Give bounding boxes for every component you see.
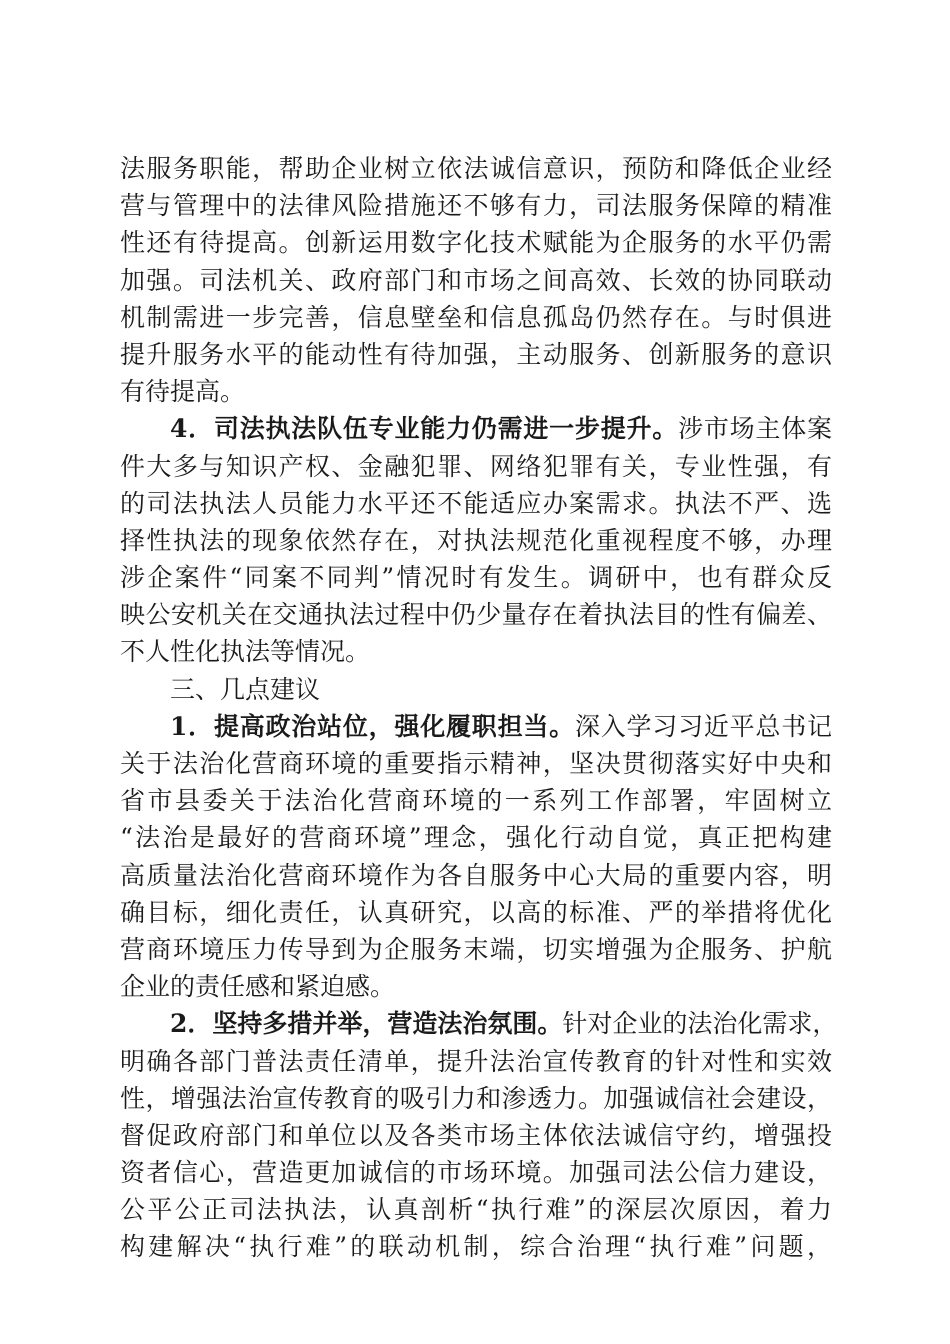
section-heading-2 [120,1005,838,1042]
heading-bold-text: 1．提高政治站位，强化履职担当。 [170,711,575,741]
heading-body-text: 深入学习习近平总书记 [574,711,832,741]
text-line: 择性执法的现象依然存在，对执法规范化重视程度不够，办理 [120,525,832,555]
text-line: 映公安机关在交通执法过程中仍少量存在着执法目的性有偏差、 [120,600,832,630]
text-line: 企业的责任感和紧迫感。 [120,972,396,1002]
text-line: 明确各部门普法责任清单，提升法治宣传教育的针对性和实效 [120,1046,832,1076]
body-text [120,150,838,1266]
text-line: 高质量法治化营商环境作为各自服务中心大局的重要内容，明 [120,860,832,890]
text-line: 构建解决“执行难”的联动机制，综合治理“执行难”问题， [120,1232,832,1262]
heading-body-text: 涉市场主体案 [678,414,832,444]
text-line: 营与管理中的法律风险措施还不够有力，司法服务保障的精准 [120,191,832,221]
text-line: 督促政府部门和单位以及各类市场主体依法诚信守约，增强投 [120,1120,832,1150]
text-line: 有待提高。 [120,377,246,407]
text-line: 营商环境压力传导到为企服务末端，切实增强为企服务、护航 [120,934,832,964]
text-line: 性，增强法治宣传教育的吸引力和渗透力。加强诚信社会建设， [120,1083,832,1113]
text-line: 省市县委关于法治化营商环境的一系列工作部署，牢固树立 [120,786,832,816]
text-line: “法治是最好的营商环境”理念，强化行动自觉，真正把构建 [120,823,832,853]
text-line: 机制需进一步完善，信息壁垒和信息孤岛仍然存在。与时俱进 [120,302,832,332]
text-line: 的司法执法人员能力水平还不能适应办案需求。执法不严、选 [120,488,832,518]
text-line: 确目标，细化责任，认真研究，以高的标准、严的举措将优化 [120,897,832,927]
text-line: 法服务职能，帮助企业树立依法诚信意识，预防和降低企业经 [120,154,832,183]
text-line: 件大多与知识产权、金融犯罪、网络犯罪有关，专业性强，有 [120,451,832,481]
text-line: 提升服务水平的能动性有待加强，主动服务、创新服务的意识 [120,339,832,369]
heading-body-text: 针对企业的法治化需求， [562,1009,838,1039]
section-heading-1 [120,708,832,745]
text-line: 资者信心，营造更加诚信的市场环境。加强司法公信力建设， [120,1158,832,1188]
section-heading-4 [120,410,832,447]
text-line: 公平公正司法执法，认真剖析“执行难”的深层次原因，着力 [120,1195,832,1225]
text-line: 涉企案件“同案不同判”情况时有发生。调研中，也有群众反 [120,563,832,593]
text-line: 不人性化执法等情况。 [120,637,371,667]
text-line: 加强。司法机关、政府部门和市场之间高效、长效的协同联动 [120,265,832,295]
text-line: 关于法治化营商环境的重要指示精神，坚决贯彻落实好中央和 [120,749,832,778]
section-title: 三、几点建议 [170,674,321,704]
heading-bold-text: 2．坚持多措并举，营造法治氛围。 [170,1009,563,1039]
heading-bold-text: 4．司法执法队伍专业能力仍需进一步提升。 [170,414,679,444]
text-line: 性还有待提高。创新运用数字化技术赋能为企服务的水平仍需 [120,228,832,258]
